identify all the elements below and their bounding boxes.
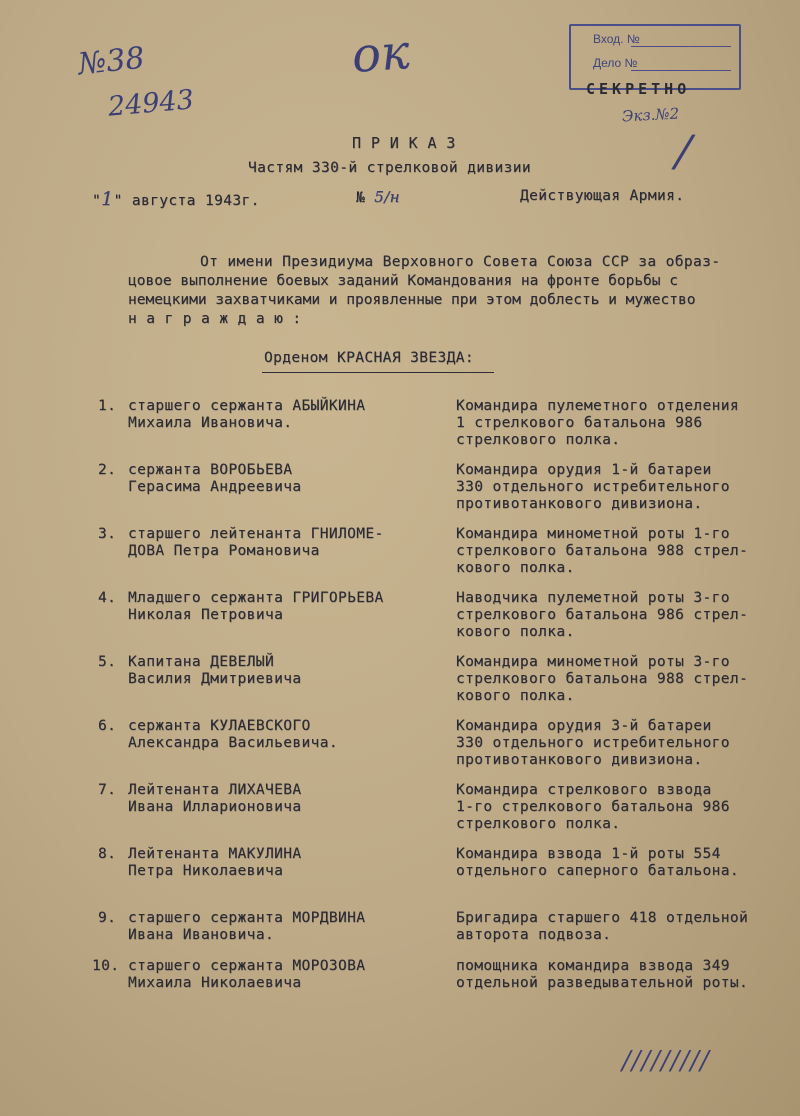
date-day-handwritten: 1 [101, 188, 114, 210]
archive-number-handwritten-2: 24943 [106, 84, 196, 123]
order-title: П Р И К А З [352, 134, 456, 152]
order-number-prefix: № [356, 190, 366, 206]
award-item-name-line: Капитана ДЕВЕЛЫЙ [128, 654, 275, 670]
award-item-name-line: Николая Петровича [128, 607, 284, 623]
bottom-handwritten-marks: ///////// [622, 1046, 710, 1076]
award-item-name-line: Ивана Илларионовича [128, 799, 302, 815]
award-item-name-line: старшего сержанта АБЫЙКИНА [128, 398, 366, 414]
award-item-role-line: Бригадира старшего 418 отдельной [456, 910, 749, 926]
award-item-role-line: противотанкового дивизиона. [456, 752, 703, 768]
award-item-role-line: помощника командира взвода 349 [456, 958, 730, 974]
award-item-name-line: старшего лейтенанта ГНИЛОМЕ- [128, 526, 384, 542]
award-item-name [128, 462, 448, 496]
award-item-role-line: 330 отдельного истребительного [456, 479, 730, 495]
award-item-role [456, 910, 786, 944]
award-item-name [128, 718, 448, 752]
date-suffix: " августа 1943г. [113, 193, 260, 209]
order-number-handwritten: 5/н [374, 188, 400, 206]
award-item-name-line: ДОВА Петра Романовича [128, 543, 320, 559]
award-item-name-line: старшего сержанта МОРДВИНА [128, 910, 366, 926]
award-item-role [456, 398, 786, 449]
award-item-role-line: Командира минометной роты 1-го [456, 526, 730, 542]
award-item-number: 3. [98, 526, 117, 542]
order-subtitle: Частям 330-й стрелковой дивизии [248, 160, 532, 176]
order-date [92, 188, 260, 210]
award-item-role [456, 526, 786, 577]
award-item-name-line: старшего сержанта МОРОЗОВА [128, 958, 366, 974]
award-item-role-line: кового полка. [456, 688, 575, 704]
order-number [356, 188, 400, 206]
intro-line-1: От имени Президиума Верховного Совета Союза ССР за образ- [200, 254, 721, 270]
award-item-number: 8. [98, 846, 117, 862]
award-item-role-line: стрелкового батальона 988 стрел- [456, 671, 749, 687]
award-item-role-line: стрелкового полка. [456, 432, 621, 448]
award-item-name-line: Михаила Ивановича. [128, 415, 293, 431]
award-item-role-line: Командира пулеметного отделения [456, 398, 740, 414]
award-item-name-line: Герасима Андреевича [128, 479, 302, 495]
archive-number-handwritten: №38 [76, 40, 147, 83]
award-item-number: 9. [98, 910, 117, 926]
award-item-role-line: 330 отдельного истребительного [456, 735, 730, 751]
award-item-name-line: Александра Васильевича. [128, 735, 338, 751]
award-heading: Орденом КРАСНАЯ ЗВЕЗДА: [264, 350, 474, 366]
award-item-role-line: кового полка. [456, 624, 575, 640]
award-item-name-line: Петра Николаевича [128, 863, 284, 879]
award-item-role-line: отдельной разведывательной роты. [456, 975, 749, 991]
award-item-role [456, 718, 786, 769]
award-item-role [456, 654, 786, 705]
award-item-name [128, 590, 448, 624]
award-item-role-line: стрелкового батальона 986 стрел- [456, 607, 749, 623]
award-item-role [456, 782, 786, 833]
award-item-number: 2. [98, 462, 117, 478]
award-item-name-line: Михаила Николаевича [128, 975, 302, 991]
copy-number-handwritten: Экз.№2 [621, 104, 680, 126]
award-item-role [456, 590, 786, 641]
award-item-name-line: Василия Дмитриевича [128, 671, 302, 687]
award-item-name [128, 958, 448, 992]
award-item-role-line: авторота подвоза. [456, 927, 612, 943]
award-item-number: 10. [92, 958, 120, 974]
award-item-name [128, 654, 448, 688]
award-item-name [128, 846, 448, 880]
intro-line-3: немецкими захватчиками и проявленные при этом доблесть и мужество [128, 292, 696, 308]
award-item-number: 4. [98, 590, 117, 606]
center-handwritten-mark: ок [350, 24, 412, 84]
award-item-role-line: Наводчика пулеметной роты 3-го [456, 590, 730, 606]
award-item-role [456, 846, 786, 880]
award-item-role-line: стрелкового батальона 988 стрел- [456, 543, 749, 559]
award-item-number: 5. [98, 654, 117, 670]
award-item-name [128, 526, 448, 560]
intro-line-4: н а г р а ж д а ю : [128, 311, 302, 327]
award-item-name [128, 910, 448, 944]
army-label: Действующая Армия. [520, 188, 685, 204]
award-item-role [456, 958, 786, 992]
award-item-role-line: стрелкового полка. [456, 816, 621, 832]
slash-handwritten-mark: / [674, 125, 693, 178]
stamp-incoming-label: Вход. № [593, 32, 640, 46]
award-item-role-line: Командира орудия 1-й батареи [456, 462, 712, 478]
award-heading-underline [262, 372, 494, 373]
award-item-role-line: 1 стрелкового батальона 986 [456, 415, 703, 431]
award-item-role-line: 1-го стрелкового батальона 986 [456, 799, 730, 815]
award-item-role-line: Командира взвода 1-й роты 554 [456, 846, 721, 862]
award-item-name-line: Ивана Ивановича. [128, 927, 275, 943]
award-item-role-line: Командира минометной роты 3-го [456, 654, 730, 670]
award-item-name-line: сержанта ВОРОБЬЕВА [128, 462, 293, 478]
award-item-role-line: противотанкового дивизиона. [456, 496, 703, 512]
award-item-name [128, 782, 448, 816]
award-item-number: 1. [98, 398, 117, 414]
intro-line-2: цовое выполнение боевых заданий Командования на фронте борьбы с [128, 273, 678, 289]
award-item-role-line: Командира стрелкового взвода [456, 782, 712, 798]
date-prefix: " [92, 193, 102, 209]
award-item-number: 6. [98, 718, 117, 734]
award-item-name-line: Лейтенанта МАКУЛИНА [128, 846, 302, 862]
award-item-number: 7. [98, 782, 117, 798]
award-item-role-line: Командира орудия 3-й батареи [456, 718, 712, 734]
stamp-case-label: Дело № [593, 56, 638, 70]
award-item-role-line: отдельного саперного батальона. [456, 863, 740, 879]
award-item-name [128, 398, 448, 432]
award-item-name-line: сержанта КУЛАЕВСКОГО [128, 718, 311, 734]
award-item-name-line: Лейтенанта ЛИХАЧЕВА [128, 782, 302, 798]
award-item-role [456, 462, 786, 513]
award-item-role-line: кового полка. [456, 560, 575, 576]
award-item-name-line: Младшего сержанта ГРИГОРЬЕВА [128, 590, 384, 606]
secret-label: СЕКРЕТНО [586, 80, 691, 98]
